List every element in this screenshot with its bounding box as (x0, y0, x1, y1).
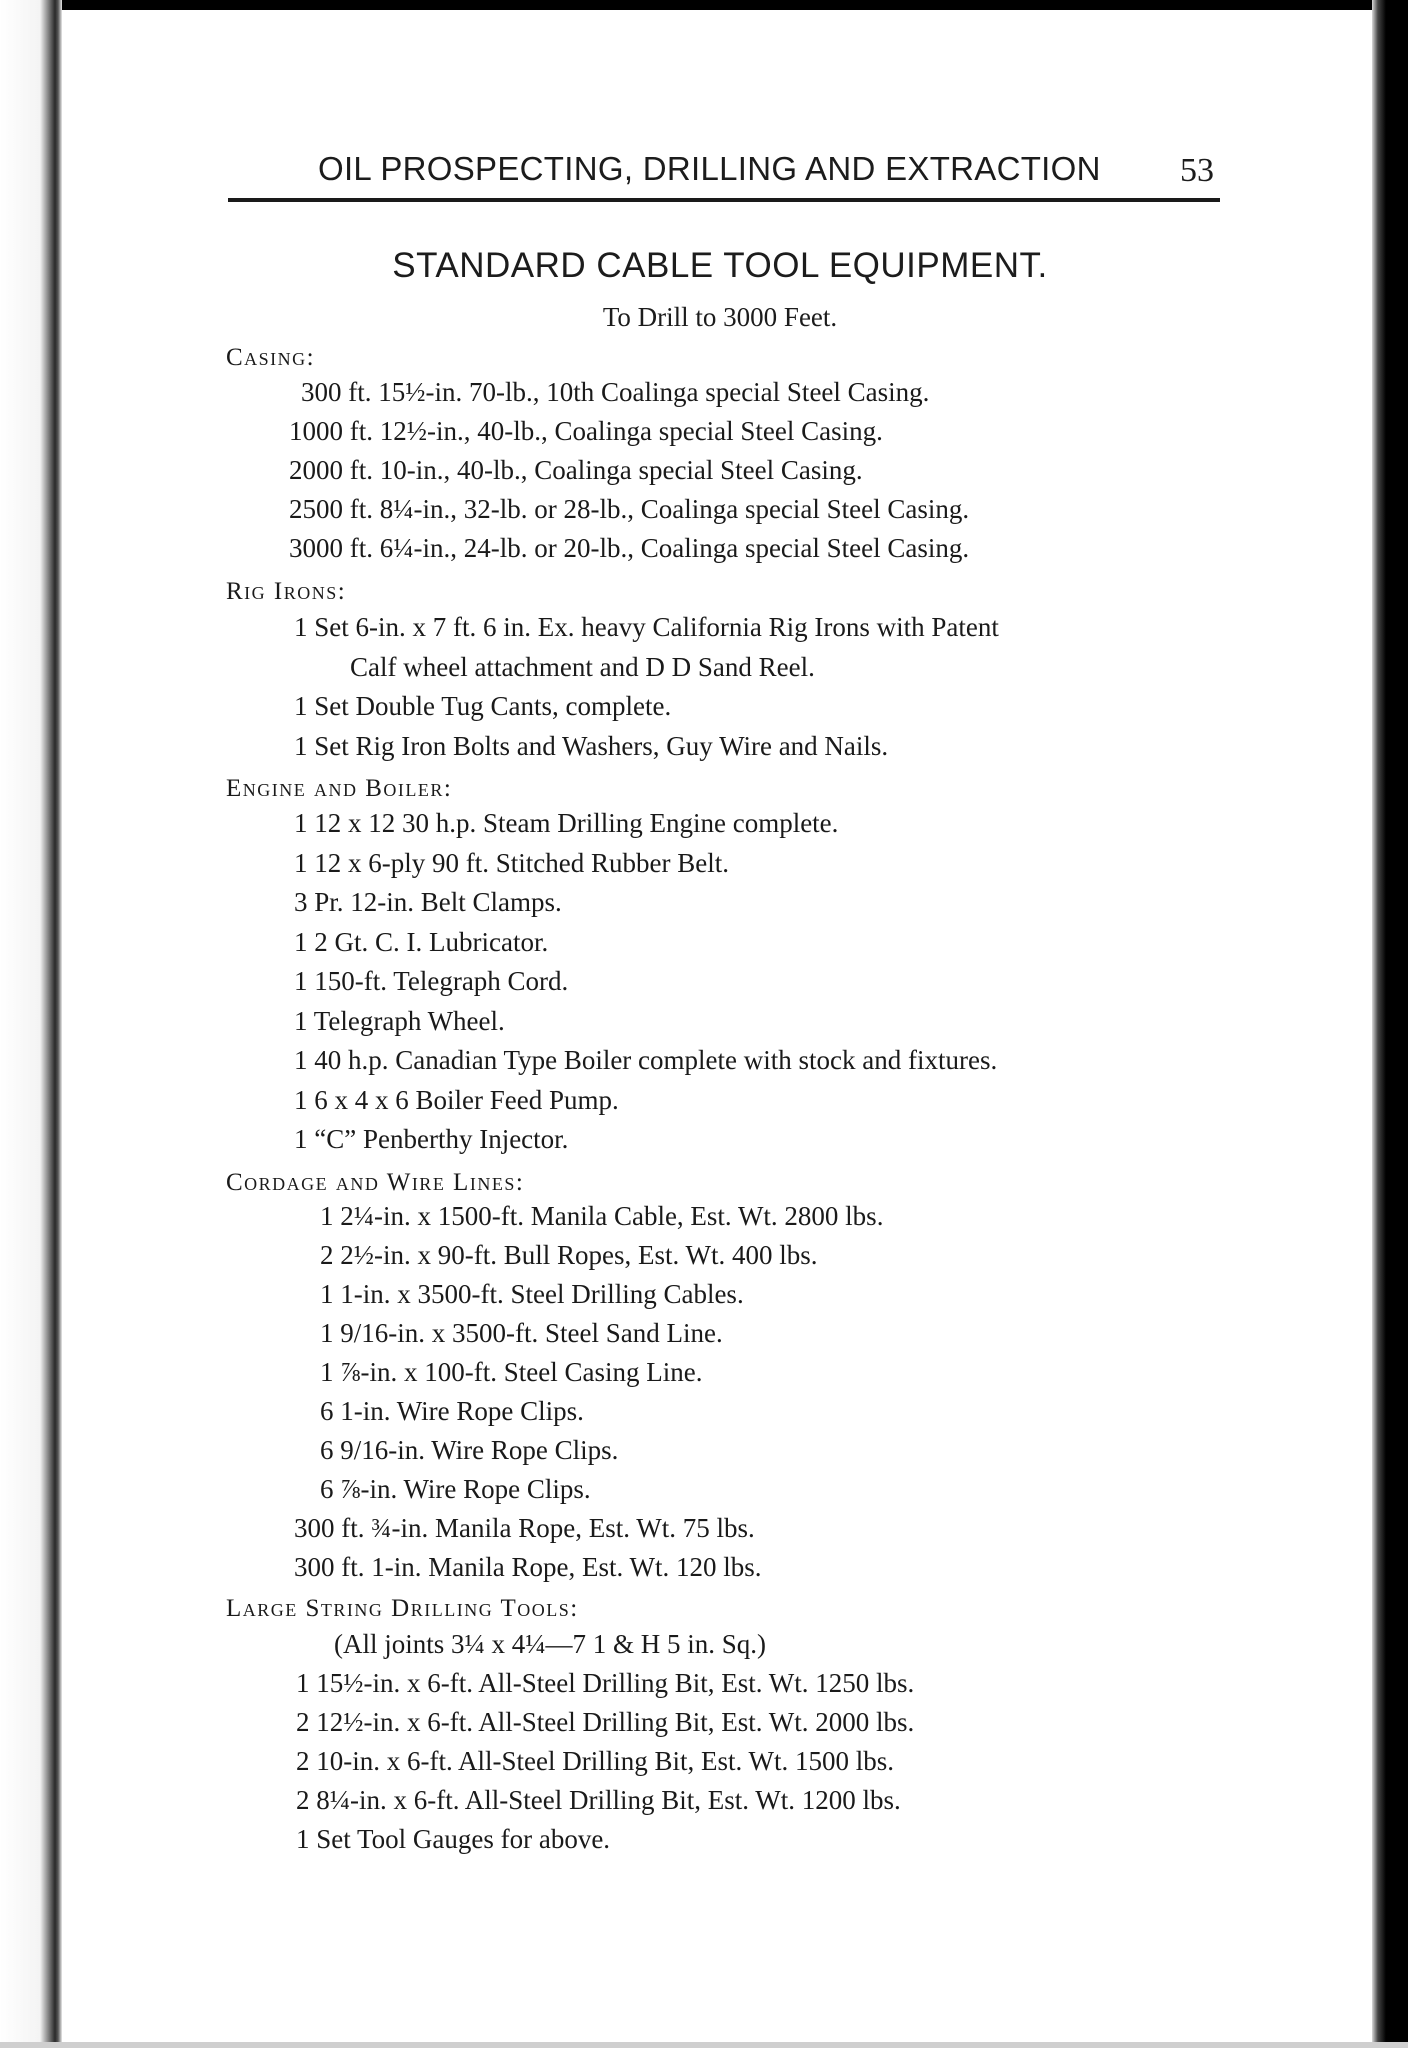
section-heading-cordage-and-wire-lines: Cordage and Wire Lines: (226, 1169, 525, 1196)
list-item: 6 9/16-in. Wire Rope Clips. (320, 1435, 619, 1465)
page-title: STANDARD CABLE TOOL EQUIPMENT. (392, 246, 1048, 285)
page-number: 53 (1180, 152, 1214, 189)
section-heading-rig-irons: Rig Irons: (226, 578, 347, 605)
list-item: 1 15½-in. x 6-ft. All-Steel Drilling Bit, Est. Wt. 1250 lbs. (296, 1668, 915, 1698)
list-item: 300 ft. ¾-in. Manila Rope, Est. Wt. 75 lbs. (294, 1513, 755, 1543)
list-item: 2 10-in. x 6-ft. All-Steel Drilling Bit, Est. Wt. 1500 lbs. (296, 1746, 894, 1776)
list-item: 2500 ft. 8¼-in., 32-lb. or 28-lb., Coalinga special Steel Casing. (289, 494, 970, 524)
section-heading-engine-and-boiler: Engine and Boiler: (226, 775, 453, 802)
list-item: 6 1-in. Wire Rope Clips. (320, 1396, 584, 1426)
list-item: 1 Set Rig Iron Bolts and Washers, Guy Wire and Nails. (294, 731, 889, 761)
list-item: 1 12 x 12 30 h.p. Steam Drilling Engine complete. (294, 808, 839, 838)
list-item: 1 2 Gt. C. I. Lubricator. (294, 927, 549, 957)
list-item: 1 Telegraph Wheel. (294, 1006, 505, 1036)
list-item: 1 9/16-in. x 3500-ft. Steel Sand Line. (320, 1318, 723, 1348)
list-item: 1 Set Tool Gauges for above. (296, 1824, 611, 1854)
list-item: 1 Set Double Tug Cants, complete. (294, 691, 672, 721)
list-item: 2 12½-in. x 6-ft. All-Steel Drilling Bit, Est. Wt. 2000 lbs. (296, 1707, 915, 1737)
list-item: 6 ⅞-in. Wire Rope Clips. (320, 1474, 591, 1504)
list-item: 1 1-in. x 3500-ft. Steel Drilling Cables. (320, 1279, 744, 1309)
section-heading-casing: Casing: (226, 344, 316, 371)
list-item: 2000 ft. 10-in., 40-lb., Coalinga special Steel Casing. (289, 455, 863, 485)
list-item: 1 6 x 4 x 6 Boiler Feed Pump. (294, 1085, 619, 1115)
list-item: 2 8¼-in. x 6-ft. All-Steel Drilling Bit, Est. Wt. 1200 lbs. (296, 1785, 901, 1815)
page-subtitle: To Drill to 3000 Feet. (602, 302, 838, 332)
running-title: OIL PROSPECTING, DRILLING AND EXTRACTION (318, 150, 1101, 187)
list-item: 1 “C” Penberthy Injector. (294, 1124, 569, 1154)
list-item: Calf wheel attachment and D D Sand Reel. (350, 652, 815, 682)
list-item: 1 2¼-in. x 1500-ft. Manila Cable, Est. Wt. 2800 lbs. (320, 1201, 884, 1231)
list-item: 1 150-ft. Telegraph Cord. (294, 966, 569, 996)
list-item: 1 40 h.p. Canadian Type Boiler complete with stock and fixtures. (294, 1045, 998, 1075)
list-item: 3 Pr. 12-in. Belt Clamps. (294, 887, 562, 917)
list-item: 300 ft. 1-in. Manila Rope, Est. Wt. 120 lbs. (294, 1552, 762, 1582)
list-item: 2 2½-in. x 90-ft. Bull Ropes, Est. Wt. 400 lbs. (320, 1240, 818, 1270)
list-note: (All joints 3¼ x 4¼—7 1 & H 5 in. Sq.) (334, 1629, 767, 1659)
list-item: 1 ⅞-in. x 100-ft. Steel Casing Line. (320, 1357, 703, 1387)
list-item: 300 ft. 15½-in. 70-lb., 10th Coalinga special Steel Casing. (301, 377, 930, 407)
section-heading-large-string-drilling-tools: Large String Drilling Tools: (226, 1595, 579, 1622)
list-item: 1 12 x 6-ply 90 ft. Stitched Rubber Belt. (294, 848, 729, 878)
list-item: 3000 ft. 6¼-in., 24-lb. or 20-lb., Coalinga special Steel Casing. (289, 533, 970, 563)
list-item: 1000 ft. 12½-in., 40-lb., Coalinga special Steel Casing. (289, 416, 883, 446)
list-item: 1 Set 6-in. x 7 ft. 6 in. Ex. heavy California Rig Irons with Patent (294, 612, 999, 642)
